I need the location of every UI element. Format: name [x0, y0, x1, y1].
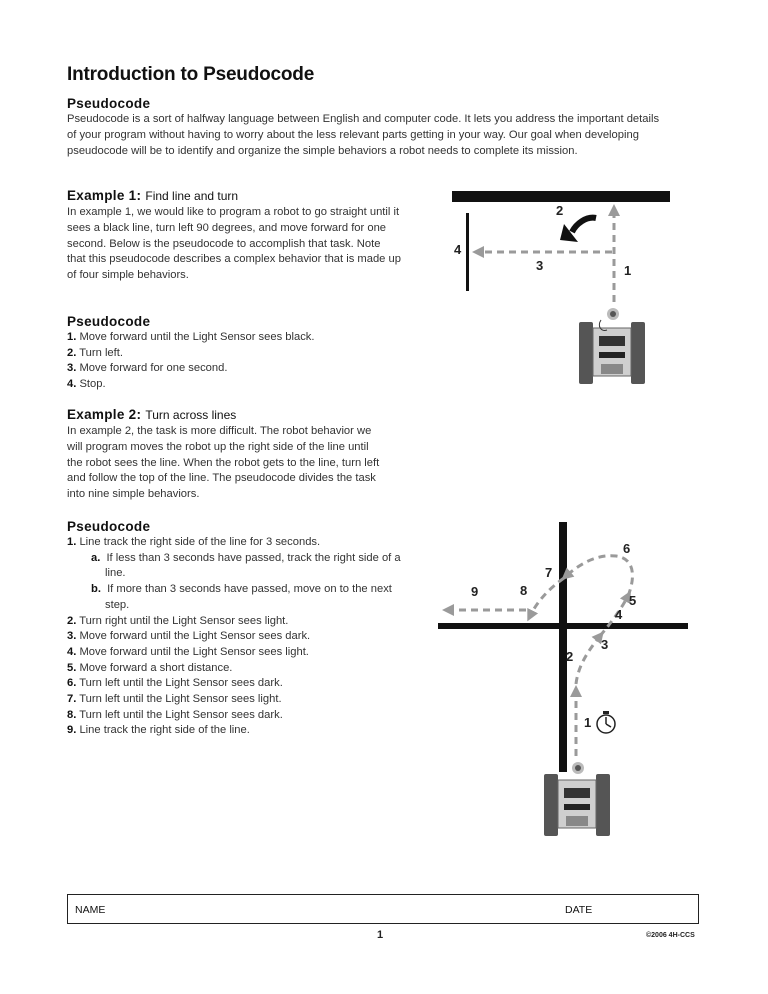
black-line-horizontal	[438, 623, 688, 629]
list-item: 1. Line track the right side of the line for 3 seconds.	[67, 536, 321, 548]
diagram2-label-6: 6	[623, 541, 631, 556]
example2-label: Example 2:	[67, 407, 142, 422]
diagram2-label-7: 7	[545, 565, 553, 580]
list-item: 7. Turn left until the Light Sensor sees light.	[67, 693, 282, 706]
page-number: 1	[377, 929, 384, 941]
example2-diagram	[430, 516, 700, 846]
list-item: 5. Move forward a short distance.	[67, 661, 233, 674]
black-line-vertical	[559, 522, 567, 772]
example1-pseudocode-heading: Pseudocode	[67, 314, 151, 329]
turn-left-arrow-icon	[560, 218, 596, 242]
robot-icon	[544, 762, 610, 836]
list-item: 2. Turn left.	[67, 346, 123, 359]
example2-pseudocode-heading: Pseudocode	[67, 519, 151, 534]
example1-subtitle: Find line and turn	[145, 189, 239, 203]
date-label: DATE	[565, 904, 593, 916]
diagram2-label-2: 2	[566, 649, 574, 664]
robot-icon	[579, 308, 645, 384]
path-arrow-4-5	[600, 596, 628, 636]
diagram1-label-4: 4	[454, 242, 462, 257]
example2-heading	[67, 407, 236, 422]
example1-text: In example 1, we would like to program a robot to go straight until it sees a black line, turn left 90 degrees, and move forward for one second. Below is the pseudocode to accomplish that task. Note that this pseudocode describes a complex behavior that is made up of four simple behaviors.	[67, 206, 401, 282]
example2-steps	[67, 535, 417, 739]
intro-heading: Pseudocode	[67, 96, 151, 111]
list-item: 4. Stop.	[67, 378, 106, 391]
stopwatch-icon	[597, 711, 615, 733]
example2-subtitle: Turn across lines	[145, 408, 237, 422]
example2-text: In example 2, the task is more difficult. The robot behavior we will program moves the robot up the right side of the line until the robot sees the line. When the robot gets to the line, turn left and follow the top of the line. The pseudocode divides the task into nine simple behaviors.	[67, 425, 380, 501]
diagram2-label-1: 1	[584, 715, 592, 730]
list-item: 8. Turn left until the Light Sensor sees dark.	[67, 708, 283, 721]
diagram2-label-4: 4	[615, 607, 623, 622]
list-item: 1. Move forward until the Light Sensor sees black.	[67, 331, 315, 343]
diagram1-label-1: 1	[624, 263, 632, 278]
black-line-left	[466, 213, 469, 291]
diagram1-label-2: 2	[556, 203, 564, 218]
name-date-box	[67, 894, 699, 924]
page-title: Introduction to Pseudocode	[67, 64, 315, 85]
diagram2-label-8: 8	[520, 583, 528, 598]
list-item: 2. Turn right until the Light Sensor sees light.	[67, 614, 289, 627]
path-arrow-6-7	[566, 556, 632, 596]
list-item: 3. Move forward until the Light Sensor sees dark.	[67, 630, 311, 643]
example1-label: Example 1:	[67, 188, 142, 203]
list-item: 9. Line track the right side of the line.	[67, 724, 250, 737]
diagram1-label-3: 3	[536, 258, 544, 273]
example1-heading	[67, 188, 238, 203]
list-item: 4. Move forward until the Light Sensor sees light.	[67, 645, 309, 658]
list-item: 6. Turn left until the Light Sensor sees dark.	[67, 677, 283, 690]
path-arrow-2-3	[576, 636, 600, 684]
diagram2-label-9: 9	[471, 584, 479, 599]
example1-diagram	[440, 180, 690, 400]
list-item: 3. Move forward for one second.	[67, 362, 228, 375]
copyright: ©2006 4H-CCS	[646, 932, 695, 939]
list-item: b. If more than 3 seconds have passed, move on to the next step.	[91, 583, 392, 611]
path-arrow-8	[530, 578, 564, 616]
diagram2-label-5: 5	[629, 593, 637, 608]
example1-steps	[67, 330, 407, 393]
name-label: NAME	[75, 904, 106, 916]
diagram2-label-3: 3	[601, 637, 609, 652]
black-line-top	[452, 191, 670, 202]
intro-text: Pseudocode is a sort of halfway language between English and computer code. It lets you address the important details of your program without having to worry about the less relevant parts getting in your way. Our goal when developing pseudocode will be to identify and organize the simple behaviors a robot needs to complete its mission.	[67, 113, 660, 157]
list-item: a. If less than 3 seconds have passed, track the right side of a line.	[91, 551, 401, 580]
